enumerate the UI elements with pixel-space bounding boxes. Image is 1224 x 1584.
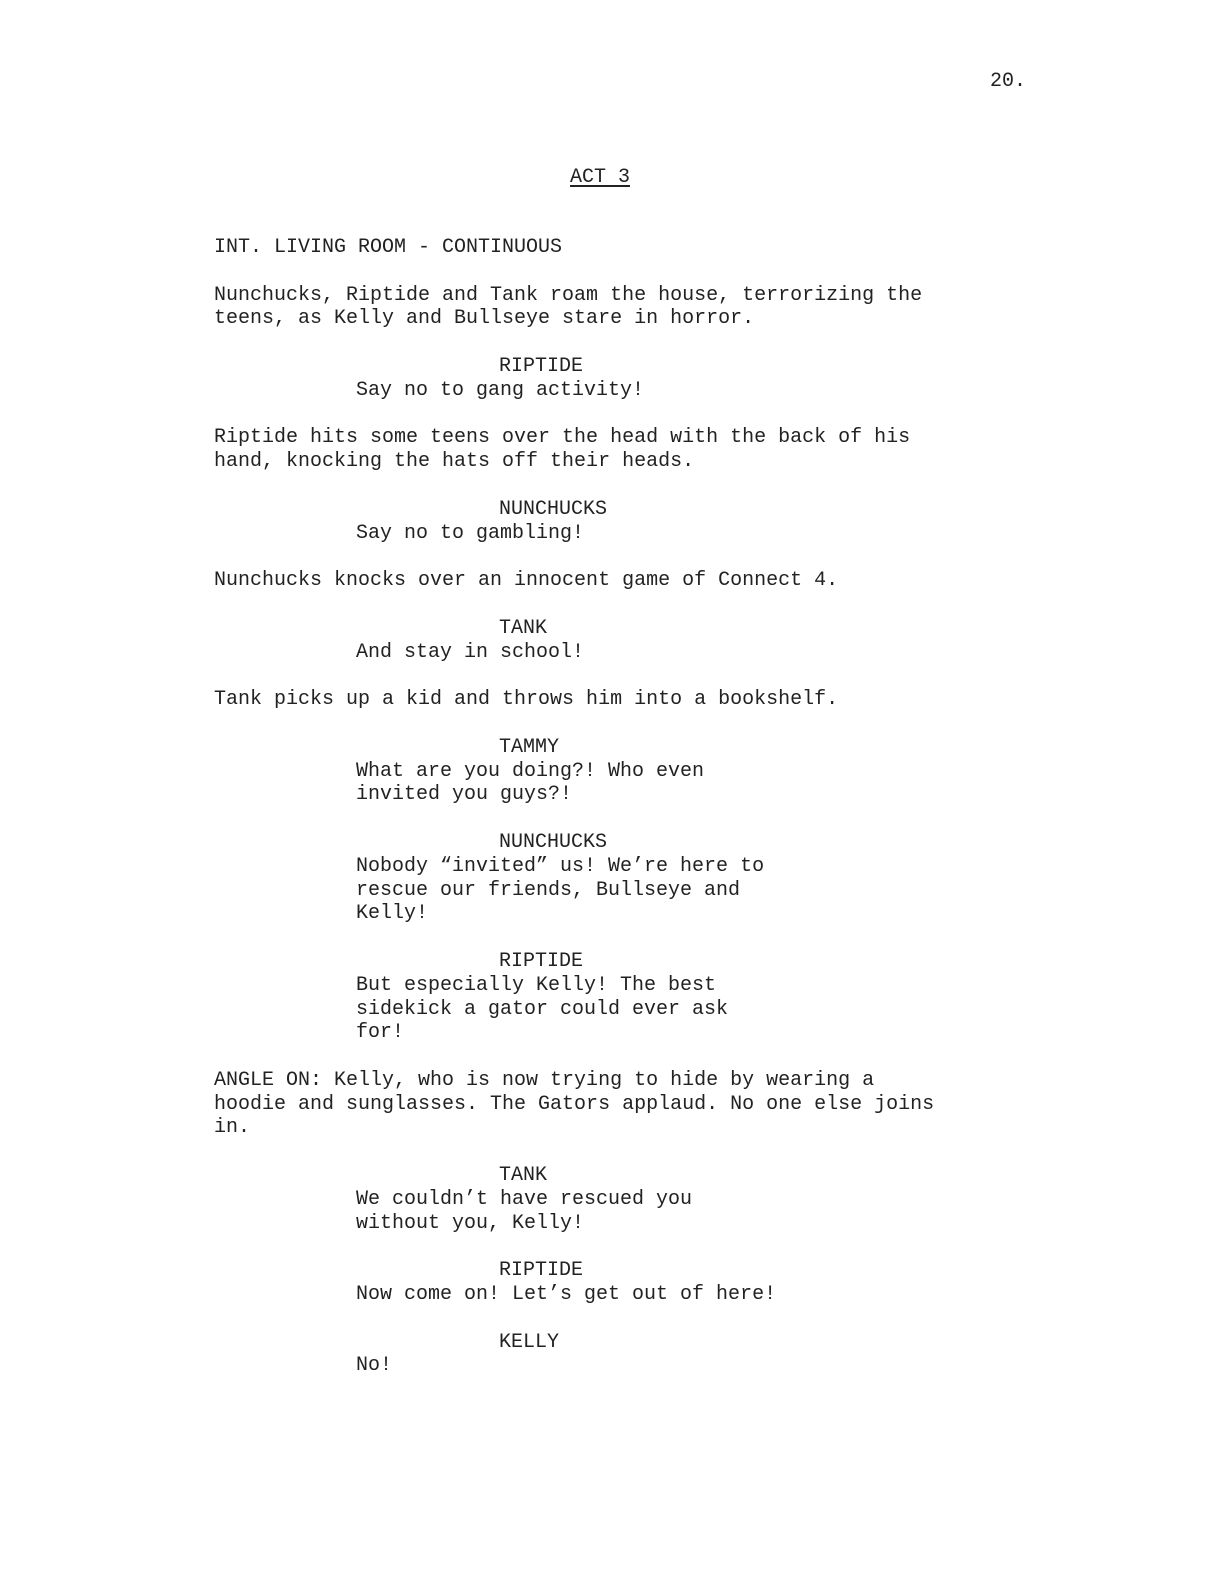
blank-line — [214, 807, 1054, 831]
character: RIPTIDE — [499, 949, 584, 973]
blank-line — [214, 1235, 1054, 1259]
action: Nunchucks, Riptide and Tank roam the house, terrorizing the teens, as Kelly and Bullseye stare in horror. — [214, 283, 923, 331]
blank-line — [214, 474, 1054, 498]
character: TANK — [499, 1164, 548, 1188]
action: Nunchucks knocks over an innocent game of Connect 4. — [214, 569, 839, 593]
character: RIPTIDE — [499, 1259, 584, 1283]
action: Riptide hits some teens over the head with the back of his hand, knocking the hats off their heads. — [214, 426, 911, 474]
dialogue: Nobody “invited” us! We’re here to rescue our friends, Bullseye and Kelly! — [356, 854, 765, 926]
character: RIPTIDE — [499, 354, 584, 378]
action: Tank picks up a kid and throws him into a bookshelf. — [214, 688, 839, 712]
character: NUNCHUCKS — [499, 497, 608, 521]
dialogue: Now come on! Let’s get out of here! — [356, 1283, 777, 1307]
blank-line — [214, 926, 1054, 950]
dialogue: Say no to gang activity! — [356, 378, 645, 402]
dialogue: And stay in school! — [356, 640, 585, 664]
blank-line — [214, 664, 1054, 688]
act-heading: ACT 3 — [570, 166, 631, 189]
dialogue: Say no to gambling! — [356, 521, 585, 545]
script-body — [214, 236, 1054, 1378]
dialogue: We couldn’t have rescued you without you, Kelly! — [356, 1187, 693, 1235]
dialogue: No! — [356, 1354, 393, 1378]
action: ANGLE ON: Kelly, who is now trying to hide by wearing a hoodie and sunglasses. The Gators applaud. No one else joins in. — [214, 1068, 935, 1140]
scene-heading: INT. LIVING ROOM - CONTINUOUS — [214, 236, 563, 259]
blank-line — [214, 1140, 1054, 1164]
blank-line — [214, 331, 1054, 355]
character: TANK — [499, 616, 548, 640]
blank-line — [214, 712, 1054, 736]
blank-line — [214, 545, 1054, 569]
character: KELLY — [499, 1330, 560, 1354]
blank-line — [214, 1045, 1054, 1069]
character: NUNCHUCKS — [499, 830, 608, 854]
blank-line — [214, 1307, 1054, 1331]
dialogue: What are you doing?! Who even invited you guys?! — [356, 759, 705, 807]
blank-line — [214, 403, 1054, 427]
blank-line — [214, 260, 1054, 284]
page-number: 20. — [990, 70, 1027, 93]
blank-line — [214, 593, 1054, 617]
character: TAMMY — [499, 735, 560, 759]
dialogue: But especially Kelly! The best sidekick a gator could ever ask for! — [356, 973, 729, 1045]
